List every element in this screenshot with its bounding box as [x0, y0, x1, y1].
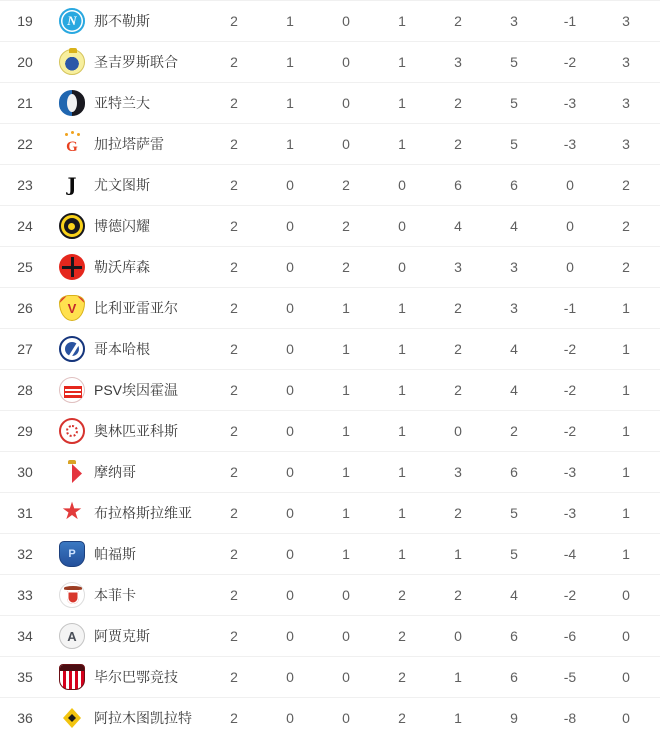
stat-points: 1: [622, 546, 630, 562]
union-sg-crest-icon: [59, 49, 85, 75]
rank-cell: 36: [17, 710, 33, 726]
stat-losses: 1: [398, 505, 406, 521]
team-name: 奥林匹亚科斯: [94, 423, 178, 439]
stat-goal-diff: -3: [563, 464, 577, 480]
stat-wins: 0: [286, 177, 294, 193]
stat-points: 1: [622, 341, 630, 357]
rank-cell: 32: [17, 546, 33, 562]
stat-wins: 0: [286, 710, 294, 726]
stat-goals-against: 5: [510, 54, 518, 70]
stat-goal-diff: 0: [566, 259, 574, 275]
stat-goal-diff: -2: [563, 54, 577, 70]
stat-goals-for: 2: [454, 95, 462, 111]
team-name: 亚特兰大: [94, 95, 150, 111]
stat-goals-against: 5: [510, 546, 518, 562]
stat-wins: 1: [286, 136, 294, 152]
athletic-bilbao-crest-icon: [59, 664, 85, 690]
stat-goal-diff: -1: [563, 300, 577, 316]
stat-goal-diff: -1: [563, 13, 577, 29]
stat-played: 2: [230, 341, 238, 357]
stat-played: 2: [230, 136, 238, 152]
stat-played: 2: [230, 464, 238, 480]
leverkusen-crest-icon: [59, 254, 85, 280]
stat-losses: 1: [398, 423, 406, 439]
stat-draws: 0: [342, 136, 350, 152]
ajax-crest-icon: [59, 623, 85, 649]
rank-cell: 29: [17, 423, 33, 439]
stat-goals-against: 6: [510, 669, 518, 685]
stat-draws: 1: [342, 341, 350, 357]
stat-goals-for: 2: [454, 341, 462, 357]
team-name: 圣吉罗斯联合: [94, 54, 178, 70]
team-name: 尤文图斯: [94, 177, 150, 193]
bodo-glimt-crest-icon: [59, 213, 85, 239]
rank-cell: 22: [17, 136, 33, 152]
stat-wins: 0: [286, 628, 294, 644]
juventus-crest-icon: [59, 172, 85, 198]
stat-goals-against: 4: [510, 382, 518, 398]
stat-draws: 1: [342, 505, 350, 521]
team-name: 加拉塔萨雷: [94, 136, 164, 152]
stat-played: 2: [230, 710, 238, 726]
stat-goals-against: 5: [510, 505, 518, 521]
monaco-crest-icon: [59, 459, 85, 485]
team-name: 博德闪耀: [94, 218, 150, 234]
stat-draws: 0: [342, 628, 350, 644]
stat-goals-against: 9: [510, 710, 518, 726]
stat-draws: 2: [342, 259, 350, 275]
rank-cell: 23: [17, 177, 33, 193]
stat-goals-for: 4: [454, 218, 462, 234]
stat-losses: 1: [398, 300, 406, 316]
stat-losses: 1: [398, 341, 406, 357]
team-name: 帕福斯: [94, 546, 136, 562]
stat-losses: 1: [398, 13, 406, 29]
stat-points: 1: [622, 300, 630, 316]
table-row[interactable]: [0, 656, 660, 697]
stat-wins: 0: [286, 341, 294, 357]
stat-wins: 0: [286, 259, 294, 275]
rank-cell: 24: [17, 218, 33, 234]
team-name: 布拉格斯拉维亚: [94, 505, 192, 521]
stat-played: 2: [230, 505, 238, 521]
team-name: PSV埃因霍温: [94, 382, 179, 398]
stat-points: 3: [622, 54, 630, 70]
stat-losses: 1: [398, 382, 406, 398]
stat-points: 0: [622, 710, 630, 726]
stat-goals-against: 6: [510, 177, 518, 193]
stat-losses: 1: [398, 54, 406, 70]
stat-draws: 1: [342, 300, 350, 316]
stat-goals-for: 2: [454, 13, 462, 29]
stat-draws: 0: [342, 710, 350, 726]
stat-draws: 1: [342, 382, 350, 398]
stat-points: 3: [622, 95, 630, 111]
stat-points: 0: [622, 628, 630, 644]
rank-cell: 27: [17, 341, 33, 357]
stat-losses: 1: [398, 464, 406, 480]
stat-played: 2: [230, 546, 238, 562]
stat-wins: 0: [286, 218, 294, 234]
stat-wins: 0: [286, 300, 294, 316]
galatasaray-crest-icon: [59, 131, 85, 157]
rank-cell: 34: [17, 628, 33, 644]
slavia-prague-crest-icon: [59, 500, 85, 526]
stat-points: 1: [622, 382, 630, 398]
stat-goals-against: 4: [510, 587, 518, 603]
rank-cell: 19: [17, 13, 33, 29]
stat-goals-for: 2: [454, 136, 462, 152]
stat-played: 2: [230, 54, 238, 70]
stat-goals-against: 3: [510, 13, 518, 29]
rank-cell: 31: [17, 505, 33, 521]
table-row[interactable]: [0, 533, 660, 574]
stat-goals-against: 2: [510, 423, 518, 439]
stat-goals-for: 2: [454, 382, 462, 398]
stat-draws: 0: [342, 587, 350, 603]
table-row[interactable]: [0, 369, 660, 410]
stat-points: 1: [622, 464, 630, 480]
stat-goal-diff: -4: [563, 546, 577, 562]
benfica-crest-icon: [59, 582, 85, 608]
olympiacos-crest-icon: [59, 418, 85, 444]
stat-goals-for: 1: [454, 710, 462, 726]
stat-goals-against: 6: [510, 464, 518, 480]
stat-points: 0: [622, 669, 630, 685]
table-row[interactable]: [0, 410, 660, 451]
stat-goal-diff: -6: [563, 628, 577, 644]
stat-played: 2: [230, 259, 238, 275]
team-name: 那不勒斯: [94, 13, 150, 29]
stat-losses: 2: [398, 710, 406, 726]
stat-wins: 0: [286, 587, 294, 603]
table-row[interactable]: [0, 82, 660, 123]
stat-goals-against: 3: [510, 259, 518, 275]
team-name: 勒沃库森: [94, 259, 150, 275]
stat-wins: 0: [286, 546, 294, 562]
stat-goals-for: 0: [454, 628, 462, 644]
stat-losses: 2: [398, 587, 406, 603]
stat-played: 2: [230, 587, 238, 603]
rank-cell: 35: [17, 669, 33, 685]
team-name: 本菲卡: [94, 587, 136, 603]
stat-goals-for: 3: [454, 54, 462, 70]
team-name: 阿拉木图凯拉特: [94, 710, 192, 726]
kairat-almaty-crest-icon: [59, 705, 85, 731]
rank-cell: 20: [17, 54, 33, 70]
table-row[interactable]: [0, 41, 660, 82]
stat-wins: 1: [286, 95, 294, 111]
table-row[interactable]: [0, 492, 660, 533]
stat-losses: 1: [398, 546, 406, 562]
stat-goals-against: 3: [510, 300, 518, 316]
stat-wins: 0: [286, 669, 294, 685]
table-row[interactable]: [0, 451, 660, 492]
stat-goal-diff: -2: [563, 382, 577, 398]
villarreal-crest-icon: [59, 295, 85, 321]
napoli-crest-icon: [59, 8, 85, 34]
table-row[interactable]: [0, 615, 660, 656]
stat-draws: 2: [342, 218, 350, 234]
stat-goal-diff: -2: [563, 587, 577, 603]
rank-cell: 28: [17, 382, 33, 398]
rank-cell: 30: [17, 464, 33, 480]
stat-draws: 0: [342, 669, 350, 685]
table-row[interactable]: [0, 123, 660, 164]
stat-played: 2: [230, 13, 238, 29]
stat-goal-diff: -3: [563, 136, 577, 152]
stat-goals-for: 2: [454, 587, 462, 603]
stat-goal-diff: -3: [563, 95, 577, 111]
stat-losses: 0: [398, 218, 406, 234]
stat-goal-diff: -2: [563, 341, 577, 357]
stat-losses: 2: [398, 669, 406, 685]
stat-points: 3: [622, 136, 630, 152]
stat-losses: 1: [398, 136, 406, 152]
stat-draws: 0: [342, 95, 350, 111]
stat-goals-against: 4: [510, 341, 518, 357]
stat-draws: 2: [342, 177, 350, 193]
stat-losses: 1: [398, 95, 406, 111]
pafos-crest-icon: [59, 541, 85, 567]
stat-played: 2: [230, 423, 238, 439]
stat-draws: 1: [342, 464, 350, 480]
stat-wins: 1: [286, 54, 294, 70]
stat-played: 2: [230, 382, 238, 398]
stat-draws: 1: [342, 546, 350, 562]
stat-wins: 0: [286, 505, 294, 521]
stat-wins: 1: [286, 13, 294, 29]
copenhagen-crest-icon: [59, 336, 85, 362]
stat-losses: 0: [398, 177, 406, 193]
stat-goal-diff: -8: [563, 710, 577, 726]
stat-goals-against: 5: [510, 136, 518, 152]
stat-draws: 0: [342, 54, 350, 70]
stat-goal-diff: -5: [563, 669, 577, 685]
team-name: 阿贾克斯: [94, 628, 150, 644]
table-row[interactable]: [0, 164, 660, 205]
team-name: 比利亚雷亚尔: [94, 300, 178, 316]
stat-played: 2: [230, 218, 238, 234]
team-name: 摩纳哥: [94, 464, 136, 480]
stat-draws: 1: [342, 423, 350, 439]
stat-points: 3: [622, 13, 630, 29]
rank-cell: 26: [17, 300, 33, 316]
table-row[interactable]: [0, 0, 660, 41]
stat-points: 1: [622, 505, 630, 521]
stat-losses: 0: [398, 259, 406, 275]
team-name: 哥本哈根: [94, 341, 150, 357]
table-row[interactable]: [0, 246, 660, 287]
stat-goal-diff: 0: [566, 177, 574, 193]
stat-points: 2: [622, 259, 630, 275]
table-row[interactable]: [0, 287, 660, 328]
stat-losses: 2: [398, 628, 406, 644]
stat-goals-for: 1: [454, 669, 462, 685]
stat-goals-against: 6: [510, 628, 518, 644]
rank-cell: 25: [17, 259, 33, 275]
stat-wins: 0: [286, 464, 294, 480]
table-row[interactable]: [0, 697, 660, 738]
atalanta-crest-icon: [59, 90, 85, 116]
rank-cell: 33: [17, 587, 33, 603]
stat-points: 2: [622, 177, 630, 193]
table-row[interactable]: [0, 205, 660, 246]
rank-cell: 21: [17, 95, 33, 111]
stat-goals-for: 1: [454, 546, 462, 562]
stat-goals-for: 2: [454, 505, 462, 521]
stat-goal-diff: -3: [563, 505, 577, 521]
stat-goals-for: 6: [454, 177, 462, 193]
stat-goals-for: 0: [454, 423, 462, 439]
stat-goals-against: 5: [510, 95, 518, 111]
stat-played: 2: [230, 300, 238, 316]
stat-points: 1: [622, 423, 630, 439]
stat-goal-diff: -2: [563, 423, 577, 439]
stat-goals-for: 3: [454, 464, 462, 480]
stat-goal-diff: 0: [566, 218, 574, 234]
stat-played: 2: [230, 177, 238, 193]
stat-goals-against: 4: [510, 218, 518, 234]
stat-played: 2: [230, 628, 238, 644]
stat-goals-for: 3: [454, 259, 462, 275]
stat-played: 2: [230, 95, 238, 111]
psv-crest-icon: [59, 377, 85, 403]
stat-wins: 0: [286, 423, 294, 439]
stat-wins: 0: [286, 382, 294, 398]
team-name: 毕尔巴鄂竞技: [94, 669, 178, 685]
stat-draws: 0: [342, 13, 350, 29]
stat-points: 2: [622, 218, 630, 234]
stat-goals-for: 2: [454, 300, 462, 316]
table-row[interactable]: [0, 328, 660, 369]
table-row[interactable]: [0, 574, 660, 615]
stat-points: 0: [622, 587, 630, 603]
stat-played: 2: [230, 669, 238, 685]
